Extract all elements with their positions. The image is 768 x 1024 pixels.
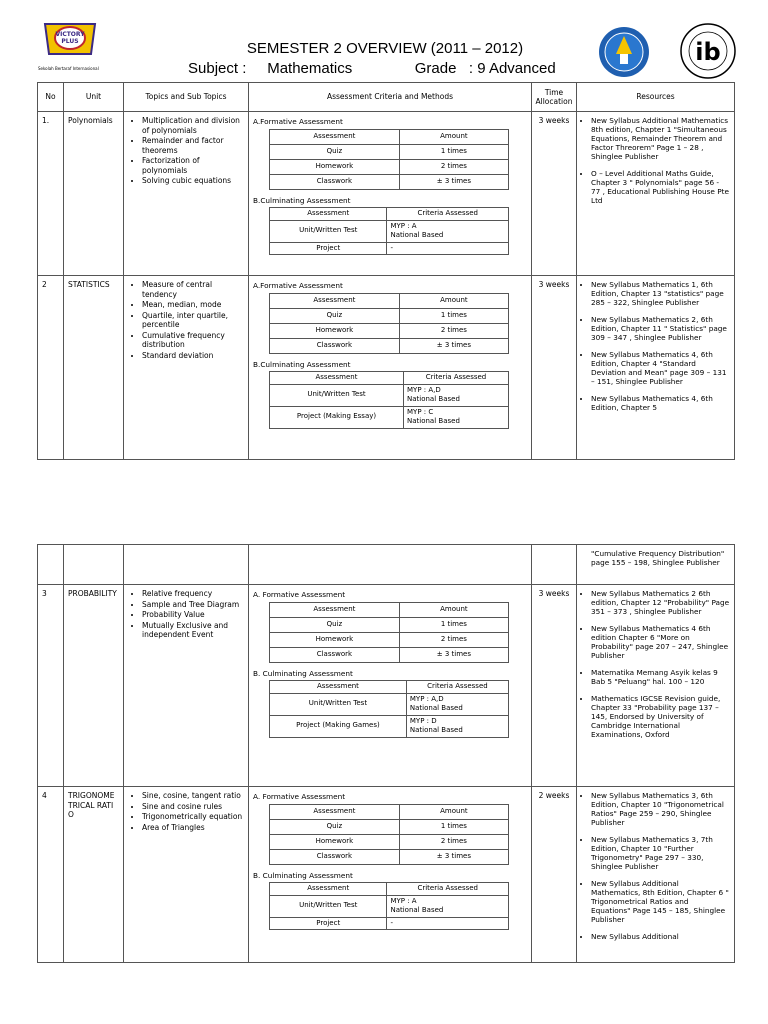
formative-table	[269, 293, 509, 354]
homework-label: Homework	[270, 323, 400, 338]
col-amount: Amount	[399, 602, 508, 617]
quiz-amount: 1 times	[399, 819, 508, 834]
col-criteria: Criteria Assessed	[404, 372, 509, 385]
quiz-label: Quiz	[270, 308, 400, 323]
resource-item: • Matematika Memang Asyik kelas 9 Bab 5 "Peluang" hal. 100 – 120	[591, 668, 730, 686]
classwork-amount: ± 3 times	[399, 338, 508, 353]
project-criteria: MYP : D National Based	[406, 715, 508, 737]
topic-item: • Standard deviation	[142, 351, 244, 361]
unit-test-label: Unit/Written Test	[270, 220, 387, 242]
quiz-label: Quiz	[270, 617, 400, 632]
resource-item: • New Syllabus Mathematics 4 6th edition Chapter 6 "More on Probability" page 207 – 247, Shinglee Publisher	[591, 624, 730, 660]
time-allocation: 3 weeks	[532, 112, 577, 276]
formative-table	[269, 129, 509, 190]
classwork-amount: ± 3 times	[399, 647, 508, 662]
school-logo	[39, 20, 101, 68]
homework-label: Homework	[270, 159, 400, 174]
col-assessment: Assessment	[270, 681, 407, 694]
col-assessment: Assessment	[270, 129, 400, 144]
culminating-heading: B. Culminating Assessment	[253, 870, 353, 880]
resource-item: • New Syllabus Mathematics 3, 7th Edition, Chapter 10 "Further Trigonometry" Page 297 – 330, Shinglee Publisher	[591, 835, 730, 871]
resource-item: • New Syllabus Mathematics 3, 6th Edition, Chapter 10 "Trigonometrical Ratios" Page 259 – 290, Shinglee Publisher	[591, 791, 730, 827]
test-criteria: MYP : A,D National Based	[404, 384, 509, 406]
col-criteria: Criteria Assessed	[387, 883, 509, 896]
topic-item: • Sine and cosine rules	[142, 802, 244, 812]
test-criteria: MYP : A,D National Based	[406, 693, 508, 715]
row-number: 4	[38, 787, 64, 963]
project-criteria: MYP : C National Based	[404, 406, 509, 428]
svg-text:ib: ib	[695, 38, 721, 66]
unit-name: Polynomials	[64, 112, 124, 276]
time-allocation: 2 weeks	[532, 787, 577, 963]
col-assessment: Assessment	[270, 293, 400, 308]
topics-cell	[124, 787, 249, 963]
quiz-amount: 1 times	[399, 617, 508, 632]
formative-heading: A. Formative Assessment	[253, 590, 346, 599]
homework-amount: 2 times	[399, 159, 508, 174]
overview-table-page-1	[37, 82, 735, 460]
resource-item: • New Syllabus Additional Mathematics, 8th Edition, Chapter 6 " Trigonometrical Ratios and Equations" Page 145 – 185, Shinglee Publisher	[591, 879, 730, 924]
topic-item: • Trigonometrically equation	[142, 812, 244, 822]
topic-item: • Factorization of polynomials	[142, 156, 244, 175]
resource-item: • New Syllabus Additional Mathematics 8th edition, Chapter 1 "Simultaneous Equations, Remainder Theorem and Factor Threorem" Page 1 – 28 , Shinglee Publisher	[591, 116, 730, 161]
test-criteria: MYP : A National Based	[387, 895, 509, 917]
assessment-cell	[249, 787, 532, 963]
continuation-row	[38, 545, 735, 585]
project-label: Project (Making Games)	[270, 715, 407, 737]
culminating-table	[269, 207, 509, 255]
formative-table	[269, 602, 509, 663]
time-allocation: 3 weeks	[532, 276, 577, 460]
svg-text:VICTORY: VICTORY	[55, 31, 85, 38]
table-row	[38, 585, 735, 787]
header-resources: Resources	[577, 83, 735, 112]
project-criteria: -	[387, 917, 509, 930]
culminating-heading: B.Culminating Assessment	[253, 359, 351, 369]
project-label: Project	[270, 917, 387, 930]
classwork-label: Classwork	[270, 647, 400, 662]
col-criteria: Criteria Assessed	[406, 681, 508, 694]
culminating-heading: B. Culminating Assessment	[253, 668, 353, 678]
quiz-label: Quiz	[270, 144, 400, 159]
resource-item: • New Syllabus Mathematics 4, 6th Edition, Chapter 4 "Standard Deviation and Mean" page 309 – 131 – 151, Shinglee Publisher	[591, 350, 730, 386]
homework-amount: 2 times	[399, 632, 508, 647]
culminating-heading: B.Culminating Assessment	[253, 195, 351, 205]
project-label: Project (Making Essay)	[270, 406, 404, 428]
quiz-amount: 1 times	[399, 308, 508, 323]
row-number: 3	[38, 585, 64, 787]
resources-cell	[577, 112, 735, 276]
formative-table	[269, 804, 509, 865]
row-number: 2	[38, 276, 64, 460]
topic-item: • Relative frequency	[142, 589, 244, 599]
row-number: 1.	[38, 112, 64, 276]
culminating-table	[269, 680, 509, 738]
header-assessment: Assessment Criteria and Methods	[249, 83, 532, 112]
school-tagline: Sekolah Bertaraf Internasional	[38, 66, 99, 71]
classwork-label: Classwork	[270, 174, 400, 189]
table-row	[38, 276, 735, 460]
classwork-amount: ± 3 times	[399, 174, 508, 189]
resource-item: • New Syllabus Mathematics 1, 6th Edition, Chapter 13 "statistics" page 285 – 322, Shinglee Publisher	[591, 280, 730, 307]
col-assessment: Assessment	[270, 602, 400, 617]
topic-item: • Probability Value	[142, 610, 244, 620]
topic-item: • Measure of central tendency	[142, 280, 244, 299]
topic-item: • Sine, cosine, tangent ratio	[142, 791, 244, 801]
assessment-cell	[249, 112, 532, 276]
ministry-emblem-icon	[598, 26, 650, 78]
col-amount: Amount	[399, 293, 508, 308]
ib-logo-icon	[679, 22, 737, 80]
topics-cell	[124, 112, 249, 276]
table-row	[38, 787, 735, 963]
quiz-label: Quiz	[270, 819, 400, 834]
topic-item: • Mutually Exclusive and independent Event	[142, 621, 244, 640]
resource-item: • New Syllabus Mathematics 4, 6th Edition, Chapter 5	[591, 394, 730, 412]
formative-heading: A. Formative Assessment	[253, 792, 346, 801]
unit-test-label: Unit/Written Test	[270, 895, 387, 917]
assessment-cell	[249, 276, 532, 460]
resources-cell	[577, 276, 735, 460]
unit-name: TRIGONOMETRICAL RATIO	[64, 787, 124, 963]
page-title: SEMESTER 2 OVERVIEW (2011 – 2012)	[246, 40, 524, 57]
resources-cell	[577, 585, 735, 787]
topic-item: • Solving cubic equations	[142, 176, 244, 186]
culminating-table	[269, 371, 509, 429]
unit-test-label: Unit/Written Test	[270, 693, 407, 715]
culminating-table	[269, 882, 509, 930]
col-assessment: Assessment	[270, 883, 387, 896]
homework-amount: 2 times	[399, 834, 508, 849]
resource-item: • Mathematics IGCSE Revision guide, Chapter 33 "Probability page 137 – 145, Endorsed by University of Cambridge International Examinations, Oxford	[591, 694, 730, 739]
continuation-text: "Cumulative Frequency Distribution" page 155 – 198, Shinglee Publisher	[577, 545, 735, 585]
classwork-label: Classwork	[270, 849, 400, 864]
unit-name: PROBABILITY	[64, 585, 124, 787]
resource-item: • O – Level Additional Maths Guide, Chapter 3 " Polynomials" page 56 - 77 , Educational Publishing House Pte Ltd	[591, 169, 730, 205]
unit-test-label: Unit/Written Test	[270, 384, 404, 406]
header-unit: Unit	[64, 83, 124, 112]
topic-item: • Mean, median, mode	[142, 300, 244, 310]
svg-text:PLUS: PLUS	[61, 38, 79, 45]
resource-item: • New Syllabus Mathematics 2, 6th Edition, Chapter 11 " Statistics" page 309 – 347 , Shinglee Publisher	[591, 315, 730, 342]
col-assessment: Assessment	[270, 804, 400, 819]
col-criteria: Criteria Assessed	[387, 208, 509, 221]
topic-item: • Cumulative frequency distribution	[142, 331, 244, 350]
header-time: Time Allocation	[532, 83, 577, 112]
resource-item: • New Syllabus Additional	[591, 932, 730, 941]
topic-item: • Multiplication and division of polynomials	[142, 116, 244, 135]
header-topics: Topics and Sub Topics	[124, 83, 249, 112]
overview-table-page-2	[37, 544, 735, 963]
col-amount: Amount	[399, 129, 508, 144]
formative-heading: A.Formative Assessment	[253, 281, 343, 290]
topic-item: • Quartile, inter quartile, percentile	[142, 311, 244, 330]
test-criteria: MYP : A National Based	[387, 220, 509, 242]
table-row	[38, 112, 735, 276]
resource-item: • New Syllabus Mathematics 2 6th edition, Chapter 12 "Probability" Page 351 – 373 , Shinglee Publisher	[591, 589, 730, 616]
homework-label: Homework	[270, 834, 400, 849]
classwork-label: Classwork	[270, 338, 400, 353]
homework-label: Homework	[270, 632, 400, 647]
col-amount: Amount	[399, 804, 508, 819]
unit-name: STATISTICS	[64, 276, 124, 460]
col-assessment: Assessment	[270, 372, 404, 385]
formative-heading: A.Formative Assessment	[253, 117, 343, 126]
assessment-cell	[249, 585, 532, 787]
quiz-amount: 1 times	[399, 144, 508, 159]
topic-item: • Remainder and factor theorems	[142, 136, 244, 155]
header-no: No	[38, 83, 64, 112]
topic-item: • Sample and Tree Diagram	[142, 600, 244, 610]
classwork-amount: ± 3 times	[399, 849, 508, 864]
project-criteria: -	[387, 242, 509, 255]
col-assessment: Assessment	[270, 208, 387, 221]
subject-line: Subject : Mathematics Grade : 9 Advanced	[188, 60, 556, 77]
table-header-row	[38, 83, 735, 112]
resources-cell	[577, 787, 735, 963]
topics-cell	[124, 585, 249, 787]
project-label: Project	[270, 242, 387, 255]
topics-cell	[124, 276, 249, 460]
time-allocation: 3 weeks	[532, 585, 577, 787]
topic-item: • Area of Triangles	[142, 823, 244, 833]
homework-amount: 2 times	[399, 323, 508, 338]
